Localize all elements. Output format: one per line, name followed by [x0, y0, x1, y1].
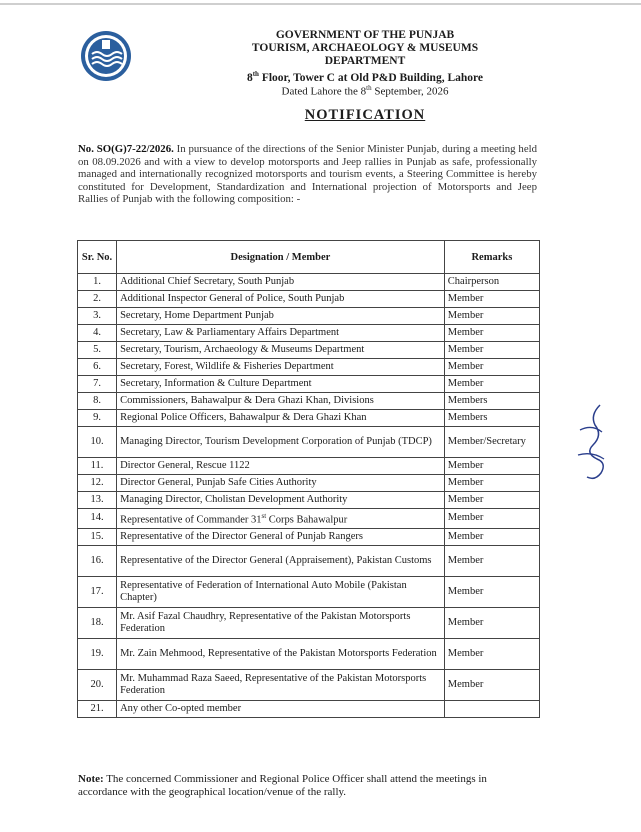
row-designation: Representative of Federation of International Auto Mobile (Pakistan Chapter)	[117, 576, 445, 607]
table-row	[78, 700, 540, 717]
col-remarks: Remarks	[444, 241, 539, 274]
row-designation: Director General, Rescue 1122	[117, 458, 445, 475]
row-remarks: Member	[444, 458, 539, 475]
table-row	[78, 342, 540, 359]
table-row	[78, 475, 540, 492]
row-remarks	[444, 700, 539, 717]
table-row	[78, 669, 540, 700]
row-sr-no: 1.	[78, 274, 117, 291]
row-designation: Mr. Muhammad Raza Saeed, Representative of the Pakistan Motorsports Federation	[117, 669, 445, 700]
row-remarks: Member	[444, 545, 539, 576]
row-sr-no: 5.	[78, 342, 117, 359]
table-row	[78, 325, 540, 342]
table-row	[78, 458, 540, 475]
row-sr-no: 9.	[78, 410, 117, 427]
date-line: Dated Lahore the 8th September, 2026	[281, 84, 449, 98]
row-designation: Managing Director, Tourism Development Corporation of Punjab (TDCP)	[117, 427, 445, 458]
row-remarks: Member	[444, 359, 539, 376]
row-remarks: Members	[444, 410, 539, 427]
row-remarks: Member	[444, 607, 539, 638]
row-sr-no: 6.	[78, 359, 117, 376]
row-remarks: Member	[444, 308, 539, 325]
row-designation: Secretary, Law & Parliamentary Affairs Department	[117, 325, 445, 342]
row-remarks: Members	[444, 393, 539, 410]
note-label: Note:	[78, 773, 104, 785]
table-row	[78, 410, 540, 427]
row-sr-no: 8.	[78, 393, 117, 410]
table-header-row	[78, 241, 540, 274]
row-designation: Additional Chief Secretary, South Punjab	[117, 274, 445, 291]
row-designation: Secretary, Forest, Wildlife & Fisheries Department	[117, 359, 445, 376]
col-designation: Designation / Member	[117, 241, 445, 274]
punjab-government-logo	[80, 28, 132, 84]
row-designation: Commissioners, Bahawalpur & Dera Ghazi Khan, Divisions	[117, 393, 445, 410]
row-remarks: Member	[444, 325, 539, 342]
row-designation: Representative of the Director General (Appraisement), Pakistan Customs	[117, 545, 445, 576]
row-sr-no: 15.	[78, 528, 117, 545]
note-text: The concerned Commissioner and Regional Police Officer shall attend the meetings in accordance with the geographical location/venue of the rally.	[78, 773, 487, 798]
header-line-3: DEPARTMENT	[324, 55, 406, 67]
row-sr-no: 17.	[78, 576, 117, 607]
row-sr-no: 3.	[78, 308, 117, 325]
col-sr-no: Sr. No.	[78, 241, 117, 274]
table-row	[78, 492, 540, 509]
row-remarks: Member	[444, 291, 539, 308]
table-row	[78, 607, 540, 638]
table-row	[78, 576, 540, 607]
row-remarks: Member	[444, 528, 539, 545]
header-address: 8th Floor, Tower C at Old P&D Building, Lahore	[246, 70, 484, 84]
row-remarks: Member	[444, 492, 539, 509]
row-designation: Representative of the Director General of Punjab Rangers	[117, 528, 445, 545]
table-row	[78, 308, 540, 325]
table-row	[78, 359, 540, 376]
row-designation: Regional Police Officers, Bahawalpur & Dera Ghazi Khan	[117, 410, 445, 427]
row-remarks: Member	[444, 669, 539, 700]
table-row	[78, 545, 540, 576]
row-designation: Mr. Asif Fazal Chaudhry, Representative of the Pakistan Motorsports Federation	[117, 607, 445, 638]
table-row	[78, 638, 540, 669]
letterhead	[200, 29, 530, 85]
table-row	[78, 393, 540, 410]
row-designation: Representative of Commander 31st Corps Bahawalpur	[117, 509, 445, 529]
row-sr-no: 19.	[78, 638, 117, 669]
table-row	[78, 509, 540, 529]
body-text: In pursuance of the directions of the Senior Minister Punjab, during a meeting held on 08.09.2026 and with a view to develop motorsports and Jeep rallies in Punjab as safe, professionally managed and internationally recognized motorsports and tourism events, a Steering Committee is hereby constituted for Development, Standardization and International projection of Motorsports and Jeep Rallies of Punjab with the following composition: -	[78, 143, 538, 205]
row-designation: Director General, Punjab Safe Cities Authority	[117, 475, 445, 492]
notification-body	[78, 143, 537, 206]
row-sr-no: 11.	[78, 458, 117, 475]
row-sr-no: 12.	[78, 475, 117, 492]
note	[78, 773, 538, 799]
row-remarks: Member	[444, 509, 539, 529]
table-row	[78, 274, 540, 291]
table-row	[78, 528, 540, 545]
row-remarks: Member	[444, 576, 539, 607]
table-row	[78, 427, 540, 458]
header-line-2: TOURISM, ARCHAEOLOGY & MUSEUMS	[251, 42, 479, 54]
row-designation: Any other Co-opted member	[117, 700, 445, 717]
reference-number: No. SO(G)7-22/2026.	[78, 143, 174, 155]
handwritten-signature	[570, 400, 615, 490]
row-sr-no: 4.	[78, 325, 117, 342]
notification-title: NOTIFICATION	[304, 107, 426, 123]
row-sr-no: 18.	[78, 607, 117, 638]
row-sr-no: 20.	[78, 669, 117, 700]
row-sr-no: 13.	[78, 492, 117, 509]
row-designation: Secretary, Home Department Punjab	[117, 308, 445, 325]
row-remarks: Member	[444, 376, 539, 393]
committee-table	[77, 240, 540, 718]
row-sr-no: 21.	[78, 700, 117, 717]
row-designation: Managing Director, Cholistan Development Authority	[117, 492, 445, 509]
row-sr-no: 14.	[78, 509, 117, 529]
row-sr-no: 2.	[78, 291, 117, 308]
row-sr-no: 16.	[78, 545, 117, 576]
table-row	[78, 291, 540, 308]
page-top-rule	[0, 3, 641, 5]
row-remarks: Member	[444, 475, 539, 492]
row-designation: Additional Inspector General of Police, South Punjab	[117, 291, 445, 308]
row-sr-no: 7.	[78, 376, 117, 393]
row-remarks: Member/Secretary	[444, 427, 539, 458]
row-remarks: Member	[444, 638, 539, 669]
row-remarks: Chairperson	[444, 274, 539, 291]
row-designation: Secretary, Information & Culture Department	[117, 376, 445, 393]
row-remarks: Member	[444, 342, 539, 359]
row-designation: Mr. Zain Mehmood, Representative of the Pakistan Motorsports Federation	[117, 638, 445, 669]
header-line-1: GOVERNMENT OF THE PUNJAB	[275, 29, 455, 41]
table-row	[78, 376, 540, 393]
row-designation: Secretary, Tourism, Archaeology & Museums Department	[117, 342, 445, 359]
row-sr-no: 10.	[78, 427, 117, 458]
